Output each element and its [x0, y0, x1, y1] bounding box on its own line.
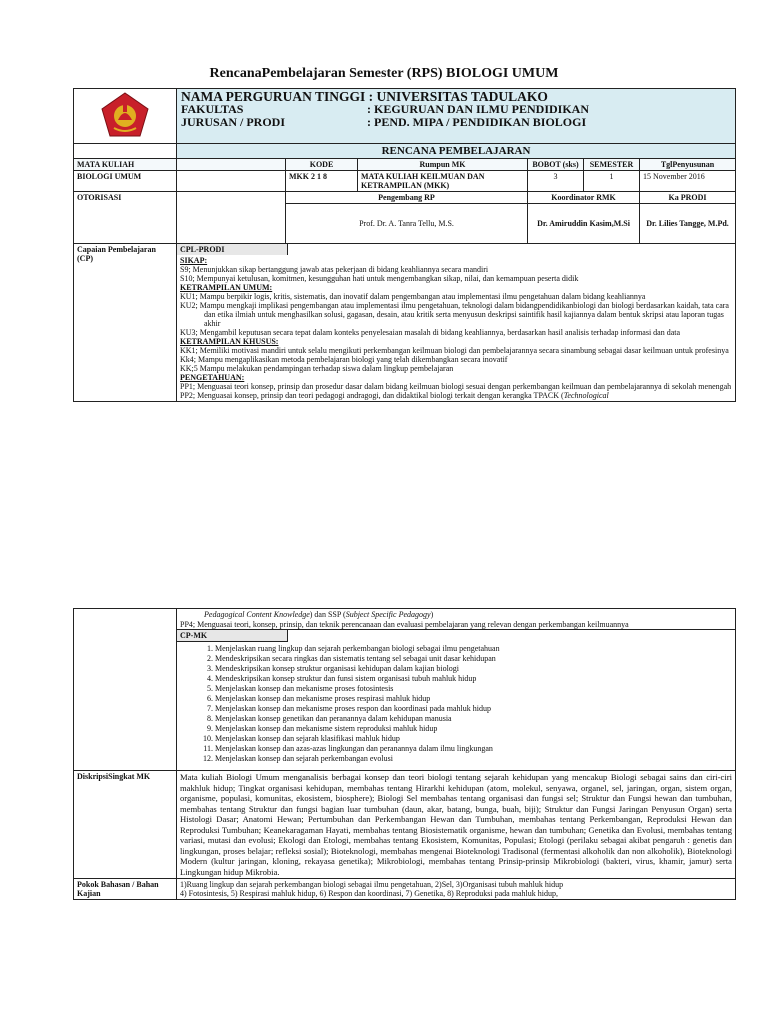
course-semester: 1: [584, 171, 640, 192]
list-item: 12. Menjelaskan konsep dan sejarah perkembangan evolusi: [215, 754, 735, 764]
col-semester: SEMESTER: [584, 159, 640, 171]
logo-cell: [74, 89, 177, 144]
list-item: 3. Mendeskripsikan konsep struktur organisasi kehidupan dalam kajian biologi: [215, 664, 735, 674]
koordinator-name: Dr. Amiruddin Kasim,M.Si: [528, 204, 640, 244]
cp-pp4: PP4; Menguasai teori, konsep, prinsip, dan teknik perencanaan dan evaluasi pembelajaran yang relevan dengan perkembangan keilmuannya: [180, 620, 629, 629]
cp-kk4: Kk4; Mampu mengaplikasikan metoda pembelajaran biologi yang telah dikembangkan secara inovatif: [180, 355, 508, 364]
cp-ku1: KU1; Mampu berpikir logis, kritis, sistematis, dan inovatif dalam pengembangan atau implementasi ilmu pengetahuan dalam bidang keahliannya: [180, 292, 646, 301]
cpmk-label: CP-MK: [177, 630, 288, 642]
deskripsi-text: Mata kuliah Biologi Umum menganalisis berbagai konsep dan teori biologi tentang sejarah kehidupan yang mencakup Biologi sebagai sains dan ciri-ciri makhluk hidup; Tingkat organisasi kehidupan, membahas tentang Hirarkhi kehidupan (atom, molekul, senyawa, organel, sel, jaringan, organ, sistem organ, organisme, populasi, komunitas, ekosistem, biosphere); Biologi Sel membahas tentang organisasi dan fungsi sel; Struktur dan Fungsi hewan dan tumbuhan, membahas tentang Struktur dan fungsi bagian luar tumbuhan (daun, akar, batang, bunga, buah, biji); Struktur dan Fungsi Jaringan Penyusun Organ) serta Histologi Dasar; Anatomi Hewan; Pertumbuhan dan Perkembangan Hewan dan Tumbuhan, membahas tentang Perkembangan, Reproduksi Hewan dan Reproduksi Tumbuhan; Keanekaragaman Hayati, membahas tentang Biosistematik organisme, hewan dan tumbuhan; Genetika dan Evolusi, membahas tentang variasi, mutasi dan evolusi; Ekologi dan Etologi, membahas tentang Ekosistem, Komunitas, Populasi; Etologi (perilaku sebagai akibat pengaruh : genetis dan lingkungan, proses belajar; refleksi sosial); Bioteknologi, membahas mengenai Bioteknologi Tradisonal (fermentasi alkoholik dan non alkoholik), Bioteknologi Modern (kultur jaringan, kloning, rekayasa genetika); Mikrobiologi, membahas tentang Prinsip-prinsip Mikrobiologi (bakteri, virus, khamir, jamur) serta Lingkungan hidup Mikrobia.: [177, 771, 736, 879]
fakultas-value: : KEGURUAN DAN ILMU PENDIDIKAN: [367, 102, 589, 116]
cp-s10: S10; Mempunyai ketulusan, komitmen, kesungguhan hati untuk mengembangkan sikap, nilai, dan kemampuan peserta didik: [180, 274, 579, 283]
koordinator-label: Koordinator RMK: [528, 192, 640, 204]
pokok-bahasan-text: 1)Ruang lingkup dan sejarah perkembangan biologi sebagai ilmu pengetahuan, 2)Sel, 3)Organisasi tubuh mahluk hidup 4) Fotosintesis, 5) Respirasi mahluk hidup, 6) Respon dan koordinasi, 7) Genetika, 8) Reproduksi pada mahluk hidup,: [177, 879, 736, 900]
col-mata-kuliah: MATA KULIAH: [74, 159, 177, 171]
cp-pp2: PP2; Menguasai konsep, prinsip dan teori pedagogi andragogi, dan didaktikal biologi terkait dengan kerangka TPACK (Technological: [180, 391, 609, 400]
col-rumpun: Rumpun MK: [358, 159, 528, 171]
list-item: 8. Menjelaskan konsep genetikan dan peranannya dalam kehidupan manusia: [215, 714, 735, 724]
list-item: 5. Menjelaskan konsep dan mekanisme proses fotosintesis: [215, 684, 735, 694]
cp-s9: S9; Menunjukkan sikap bertanggung jawab atas pekerjaan di bidang keahliannya secara mandiri: [180, 265, 489, 274]
col-tgl: TglPenyusunan: [640, 159, 736, 171]
course-name: BIOLOGI UMUM: [74, 171, 177, 192]
rps-table-page1: [73, 88, 736, 402]
jurusan-label: JURUSAN / PRODI: [181, 115, 286, 129]
fakultas-label: FAKULTAS: [181, 102, 244, 116]
cp-kk1: KK1; Memiliki motivasi mandiri untuk selalu mengikuti perkembangan keilmuan biologi dan pembelajarannya secara sinambung sebagai dasar keilmuan untuk profesinya: [180, 346, 729, 355]
pp-heading: PENGETAHUAN:: [180, 373, 245, 382]
kk-heading: KETRAMPILAN KHUSUS:: [180, 337, 279, 346]
list-item: 11. Menjelaskan konsep dan azas-azas lingkungan dan peranannya dalam ilmu lingkungan: [215, 744, 735, 754]
university-logo-icon: [100, 92, 150, 138]
jurusan-value: : PEND. MIPA / PENDIDIKAN BIOLOGI: [367, 115, 587, 129]
ka-prodi-label: Ka PRODI: [640, 192, 736, 204]
course-bobot: 3: [528, 171, 584, 192]
sikap-heading: SIKAP:: [180, 256, 208, 265]
list-item: 7. Menjelaskan konsep dan mekanisme proses respon dan koordinasi pada mahluk hidup: [215, 704, 735, 714]
document-title: RencanaPembelajaran Semester (RPS) BIOLOGI UMUM: [209, 66, 559, 81]
cpmk-list: [177, 644, 735, 764]
list-item: 1. Menjelaskan ruang lingkup dan sejarah perkembangan biologi sebagai ilmu pengetahuan: [215, 644, 735, 654]
cp-ku3: KU3; Mengambil keputusan secara tepat dalam konteks penyelesaian masalah di bidang keahliannya, berdasarkan hasil analisis terhadap informasi dan data: [180, 328, 681, 337]
institution-header: [177, 89, 736, 144]
institution-name: NAMA PERGURUAN TINGGI : UNIVERSITAS TADULAKO: [181, 89, 548, 104]
cp-content: [177, 244, 736, 402]
rps-table-page2: [73, 608, 736, 900]
cp-kk5: KK;5 Mampu melakukan pendampingan terhadap siswa dalam lingkup pembelajaran: [180, 364, 454, 373]
ka-prodi-name: Dr. Lilies Tangge, M.Pd.: [640, 204, 736, 244]
col-bobot: BOBOT (sks): [528, 159, 584, 171]
course-tgl: 15 November 2016: [640, 171, 736, 192]
pokok-bahasan-label: Pokok Bahasan / Bahan Kajian: [74, 879, 177, 900]
list-item: 10. Menjelaskan konsep dan sejarah klasifikasi mahluk hidup: [215, 734, 735, 744]
pengembang-name: Prof. Dr. A. Tanra Tellu, M.S.: [286, 204, 528, 244]
otorisasi-label: OTORISASI: [74, 192, 177, 244]
list-item: 2. Mendeskripsikan secara ringkas dan sistematis tentang sel sebagai unit dasar kehidupan: [215, 654, 735, 664]
col-kode: KODE: [286, 159, 358, 171]
pengembang-label: Pengembang RP: [286, 192, 528, 204]
cp-pp1: PP1; Menguasai teori konsep, prinsip dan prosedur dasar dalam bidang keilmuan biologi sesuai dengan perkembangan keilmuan dan pembelajarannya di sekolah menengah: [180, 382, 732, 391]
course-code: MKK 2 1 8: [286, 171, 358, 192]
list-item: 6. Menjelaskan konsep dan mekanisme proses respirasi mahluk hidup: [215, 694, 735, 704]
cpl-prodi-label: CPL-PRODI: [177, 244, 288, 255]
rencana-pembelajaran-title: RENCANA PEMBELAJARAN: [177, 144, 736, 159]
ku-heading: KETRAMPILAN UMUM:: [180, 283, 273, 292]
cp-label: Capaian Pembelajaran (CP): [74, 244, 177, 402]
list-item: 9. Menjelaskan konsep dan mekanisme sistem reproduksi mahluk hidup: [215, 724, 735, 734]
cp-continued: Pedagogical Content Knowledge) dan SSP (Subject Specific Pedagogy) PP4; Menguasai teori, konsep, prinsip, dan teknik perencanaan dan evaluasi pembelajaran yang relevan dengan perkembangan keilmuannya CP-MK 1. Menjelaskan ruang lingkup dan sejarah perkembangan biologi sebagai ilmu pengetahuan 2. Mendeskripsikan secara ringkas dan sistematis tentang sel sebagai unit dasar kehidupan 3. Mendeskripsikan konsep struktur organisasi kehidupan dalam kajian biologi 4. Mendeskripsikan konsep struktur dan funsi sistem organisasi tubuh mahluk hidup 5. Menjelaskan konsep dan mekanisme proses fotosintesis 6. Menjelaskan konsep dan mekanisme proses respirasi mahluk hidup 7. Menjelaskan konsep dan mekanisme proses respon dan koordinasi pada mahluk hidup 8. Menjelaskan konsep genetikan dan peranannya dalam kehidupan manusia 9. Menjelaskan konsep dan mekanisme sistem reproduksi mahluk hidup 10. Menjelaskan konsep dan sejarah klasifikasi mahluk hidup 11. Menjelaskan konsep dan azas-azas lingkungan dan peranannya dalam ilmu lingkungan 12. Menjelaskan konsep dan sejarah perkembangan evolusi: [177, 609, 736, 771]
course-rumpun: MATA KULIAH KEILMUAN DAN KETRAMPILAN (MKK): [358, 171, 528, 192]
list-item: 4. Mendeskripsikan konsep struktur dan funsi sistem organisasi tubuh mahluk hidup: [215, 674, 735, 684]
cp-ku2: KU2; Mampu mengkaji implikasi pengembangan atau implementasi ilmu pengetahuan, teknologi dalam bidangpendidikanbiologi dan biologi berdasarkan kaidah, tata cara dan etika ilmiah untuk menghasilkan solusi, gagasan, desain, atau kritik serta menyusun deskripsi saintifik hasil kajiannya dalam bentuk skripsi atau laporan tugas akhir: [180, 301, 729, 328]
deskripsi-label: DiskripsiSingkat MK: [74, 771, 177, 879]
